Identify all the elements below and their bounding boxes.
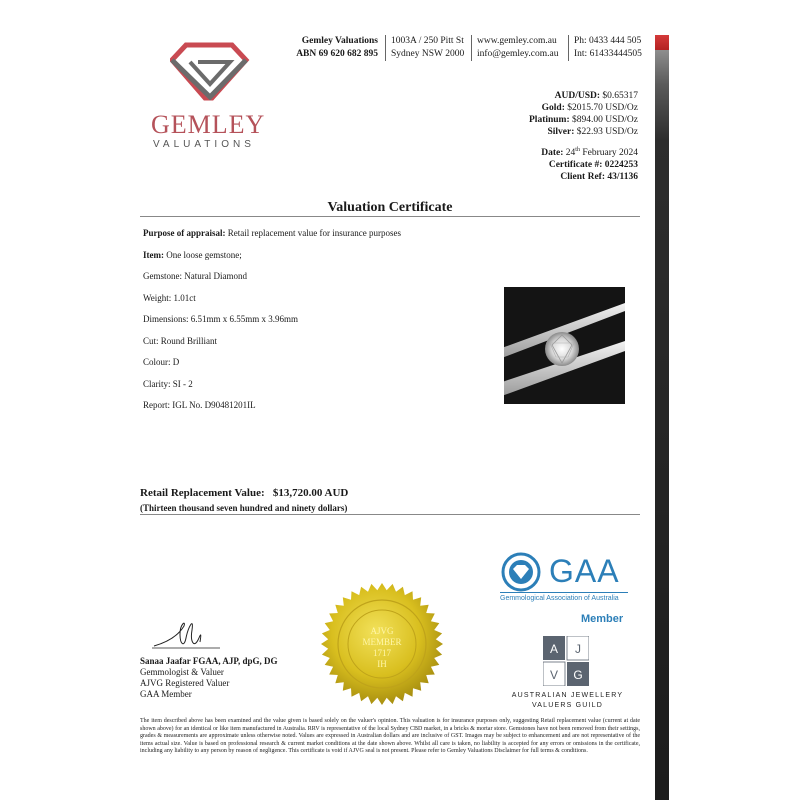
title-divider [140,216,640,217]
company-logo [148,42,278,150]
seal-line3: 1717 [373,648,391,658]
rate-silver: Silver: $22.93 USD/Oz [547,127,638,137]
logo-subtitle: VALUATIONS [153,139,255,150]
certificate-date: Date: 24th February 2024 [541,147,638,159]
gaa-org-name: Gemmological Association of Australia [500,595,619,602]
seal-line2: MEMBER [362,637,402,647]
header-company [296,35,378,61]
disclaimer-text: The item described above has been examined and the value given is based solely on the valuer's opinion. This valuation is for insurance purposes only, suggesting Retail replacement value (current at date shown above) for an identical or like item manufactured in Australia. RRV is representative of the local Sydney CBD market, in a bricks & mortar store. Gemstones have not been removed from their settings, grades & measurements are approximate unless otherwise noted. Values are expressed in Australian dollars and are inclusive of GST. Images may be subject to enhancement and are not representative of the items actual size. Value is based on professional research & current market conditions at the date shown above. Whilst all care is taken, no liability is accepted for any errors or omissions in the certificate, including any liability to any person by reason of negligence. This certificate is void if AJVG seal is not present. Please refer to Gemley Valuations Disclaimer for full terms & conditions. [140,718,640,755]
header-intl-phone: Int: 61433444505 [574,49,642,59]
header-abn: ABN 69 620 682 895 [296,49,378,59]
valuer-details [140,656,278,700]
field-cut: Cut: Round Brilliant [143,335,218,346]
logo-wordmark: GEMLEY [151,110,266,139]
certificate-meta [541,144,638,183]
header-email-link[interactable]: info@gemley.com.au [477,49,559,59]
ajvg-name [505,691,630,711]
header-web [471,35,558,61]
seal-line4: IH [377,659,387,669]
header-address-line1: 1003A / 250 Pitt St [391,36,464,46]
ajvg-letter-j: J [575,642,581,656]
rate-gold: Gold: $2015.70 USD/Oz [541,103,638,113]
retail-replacement-value [140,487,348,499]
valuation-divider [140,514,640,515]
header-phones [568,35,642,61]
gaa-member-label: Member [581,613,624,625]
client-ref: Client Ref: 43/1136 [560,172,638,183]
field-item: Item: One loose gemstone; [143,249,242,260]
diamond-logo-icon [170,42,250,102]
valuer-name: Sanaa Jaafar FGAA, AJP, dpG, DG [140,656,278,666]
ajvg-name-line1: AUSTRALIAN JEWELLERY [511,692,624,699]
field-dimensions: Dimensions: 6.51mm x 6.55mm x 3.96mm [143,314,299,324]
ajvg-name-line2: VALUERS GUILD [531,702,604,709]
ajvg-gold-seal [320,582,444,706]
metal-rates [529,90,638,138]
valuer-signature [150,612,240,661]
rate-platinum: Platinum: $894.00 USD/Oz [529,115,638,125]
ajvg-grid-icon [543,636,589,686]
field-purpose: Purpose of appraisal: Retail replacement value for insurance purposes [143,228,401,238]
ajvg-letter-v: V [549,668,559,682]
field-colour: Colour: D [143,357,180,367]
valuer-role2: AJVG Registered Valuer [140,678,230,688]
field-weight: Weight: 1.01ct [143,292,196,303]
header-address [385,35,464,61]
field-clarity: Clarity: SI - 2 [143,378,193,389]
seal-line1: AJVG [370,626,394,636]
side-accent-bar-top [655,35,669,50]
certificate-number: Certificate #: 0224253 [548,160,638,171]
rate-aud-usd: AUD/USD: $0.65317 [554,91,638,101]
field-gemstone: Gemstone: Natural Diamond [143,271,247,281]
side-accent-bar [655,50,669,800]
header-phone: Ph: 0433 444 505 [574,36,642,46]
header-address-line2: Sydney NSW 2000 [391,49,465,59]
valuer-role3: GAA Member [140,689,192,699]
document-title: Valuation Certificate [327,200,453,215]
header-company-name: Gemley Valuations [301,36,378,46]
gaa-wordmark: GAA [549,553,620,589]
ajvg-letter-a: A [549,642,559,656]
item-details [143,227,401,421]
rrv-in-words: (Thirteen thousand seven hundred and ninety dollars) [140,503,348,513]
field-report: Report: IGL No. D90481201IL [143,400,256,410]
gaa-emblem-icon [500,552,544,592]
header-website-link[interactable]: www.gemley.com.au [477,36,557,46]
ajvg-logo [543,636,589,691]
valuer-role1: Gemmologist & Valuer [140,667,224,677]
gaa-divider [500,592,628,593]
rrv-label: Retail Replacement Value: [140,487,265,499]
ajvg-letter-g: G [573,668,583,682]
rrv-amount: $13,720.00 AUD [272,487,349,499]
diamond-photo [504,287,625,404]
